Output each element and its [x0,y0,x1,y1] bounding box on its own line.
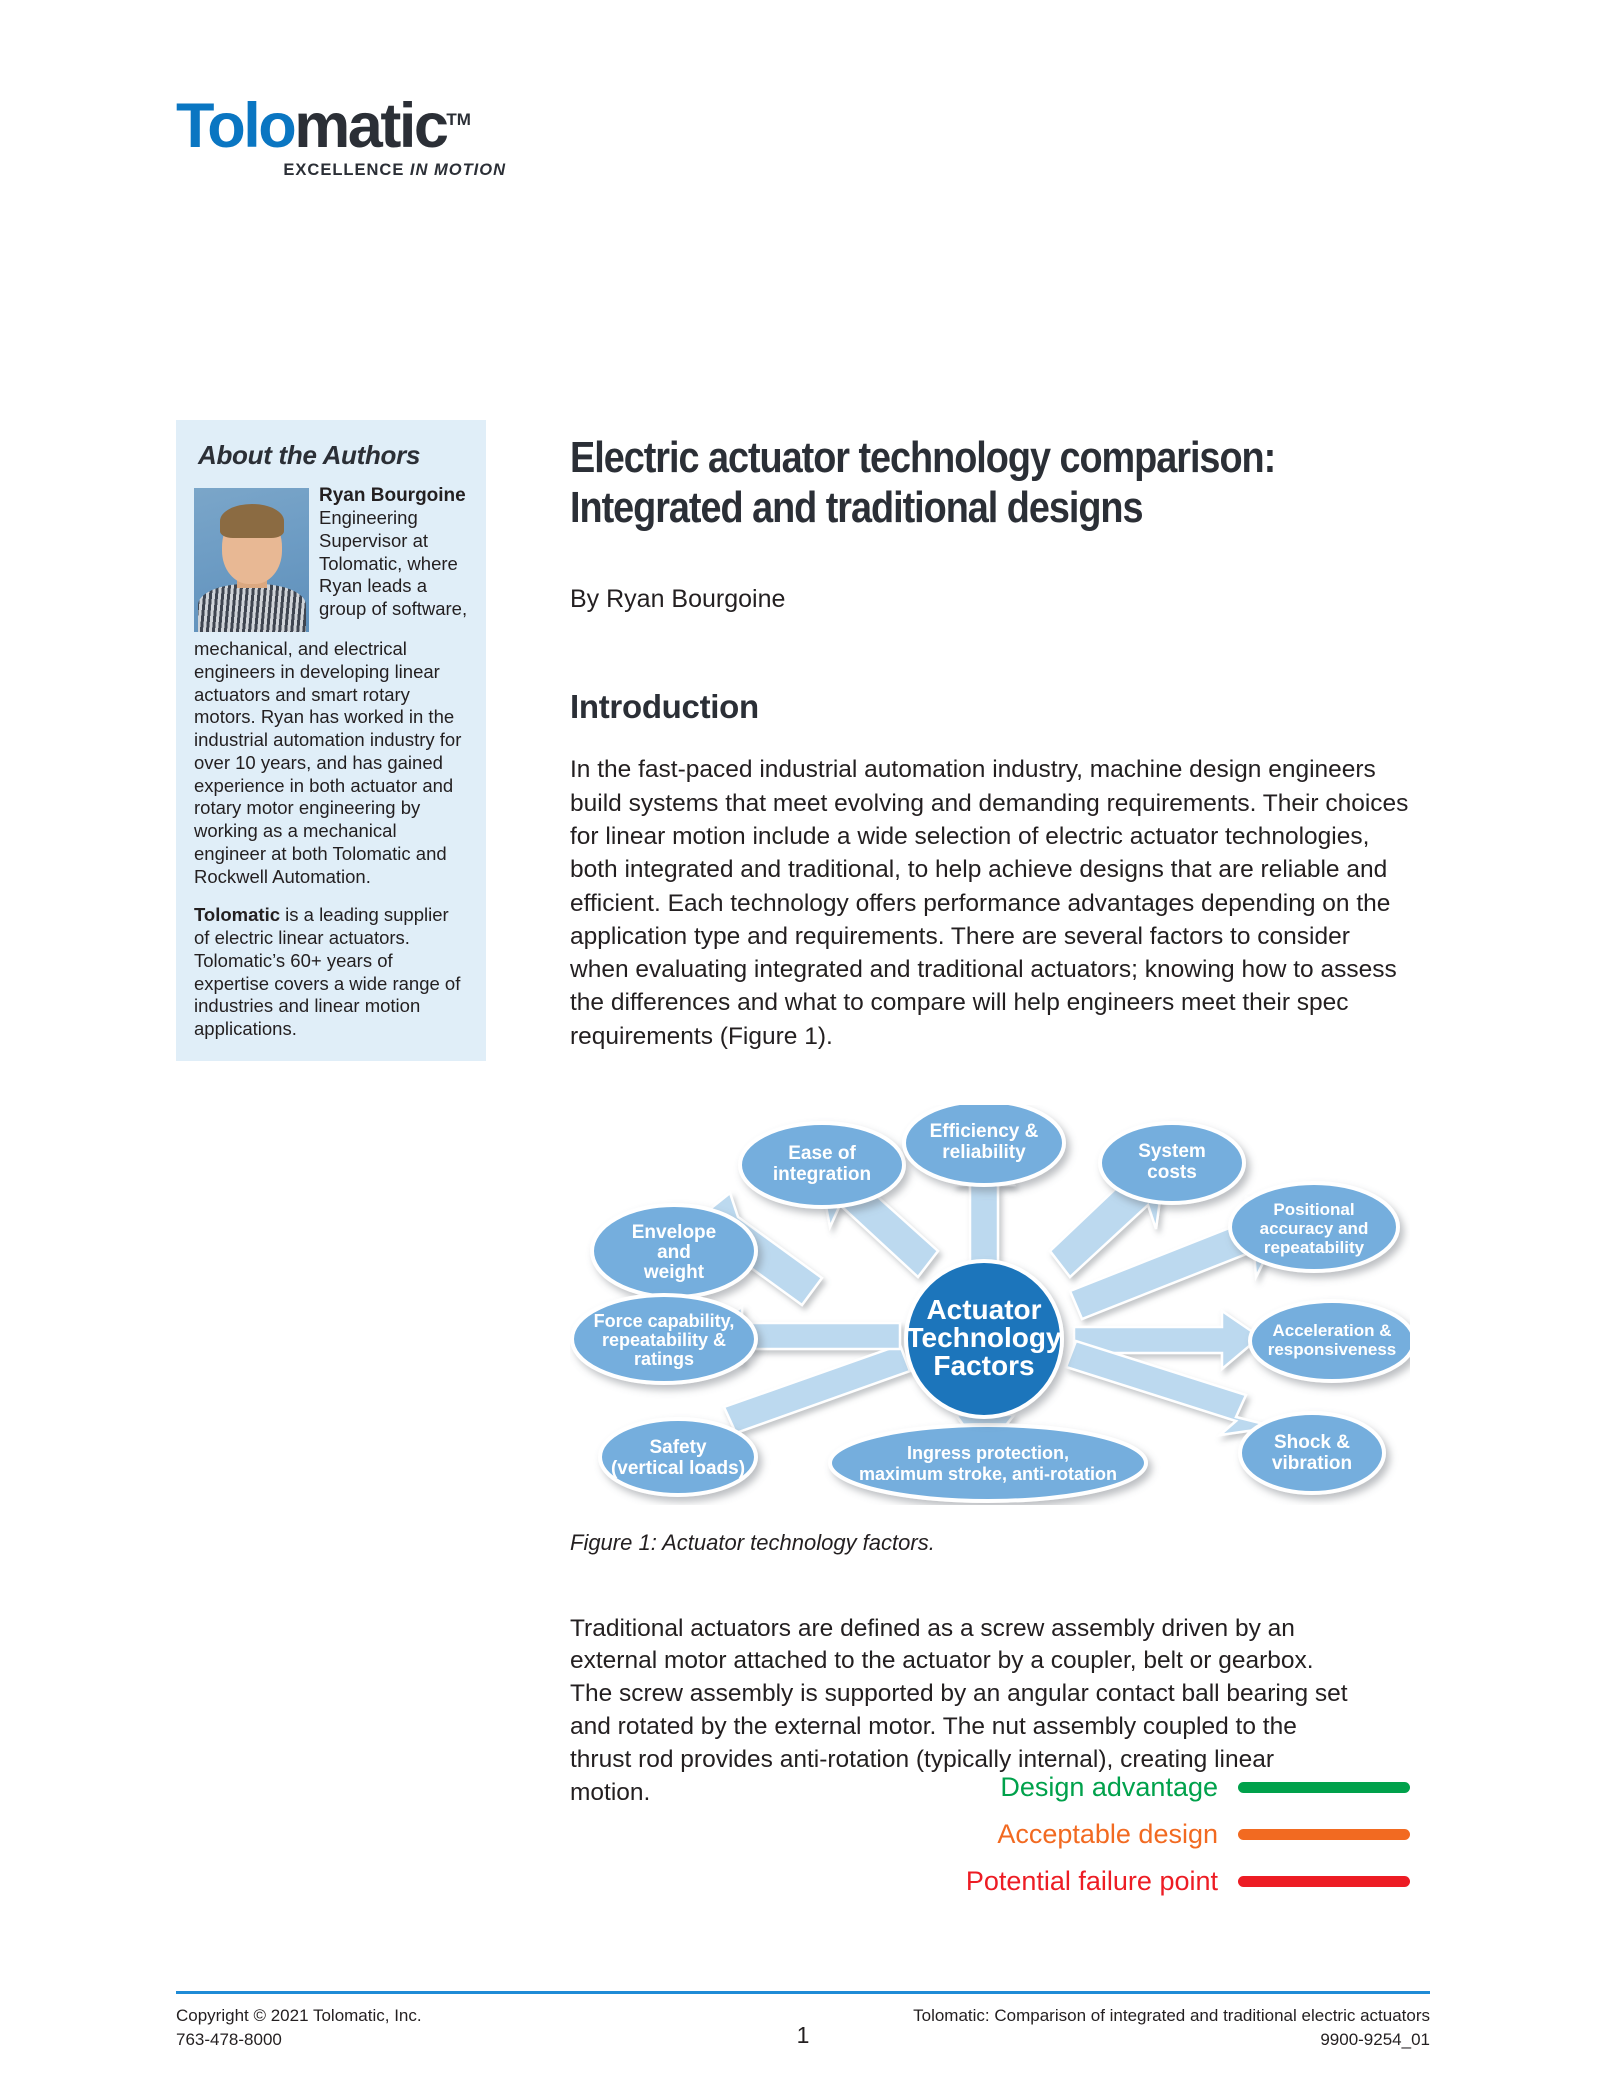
sidebar-title: About the Authors [198,440,421,470]
byline: By Ryan Bourgoine [570,584,786,613]
title-line-2: Integrated and traditional designs [570,483,1143,533]
node-label: Shock & [1273,1432,1351,1453]
company-description: is a leading supplier of electric linear actuators. Tolomatic’s 60+ years of expertise covers a wide range of industries and linear motion applications. [194,904,461,1039]
logo-word-blue: Tolo [176,91,295,161]
node-acceleration-and-responsiveness [1250,1301,1410,1381]
node-label: vibration [1271,1453,1353,1474]
logo-tagline [176,161,506,180]
node-system-costs [1100,1123,1244,1203]
arrow-to-shock-vibration [1066,1341,1276,1435]
node-label: System [1138,1141,1206,1162]
title-line-1: Electric actuator technology comparison: [570,433,1276,483]
company-blurb [194,904,468,1041]
about-the-authors-panel [176,420,486,1061]
node-label: Force capability, [593,1311,735,1331]
footer-divider [176,1991,1430,1994]
logo-tagline-plain: EXCELLENCE [283,161,410,179]
footer-doc-number: 9900-9254_01 [1320,2030,1430,2050]
node-efficiency-and-reliability [904,1105,1064,1185]
node-positional-accuracy-and-repeatability [1230,1183,1398,1271]
node-label: reliability [942,1142,1026,1163]
introduction-heading: Introduction [570,687,759,725]
node-label: repeatability & [601,1330,727,1350]
introduction-body: In the fast-paced industrial automation industry, machine design engineers build systems that meet evolving and demanding requirements. Their choices for linear motion include a wide selection of electric actuator technologies, both integrated and traditional, to help achieve designs that are reliable and efficient. Each technology offers performance advantages depending on the application type and requirements. There are several factors to consider when evaluating integrated and traditional actuators; knowing how to assess the differences and what to compare will help engineers meet their spec requirements (Figure 1). [570,756,1409,1050]
legend-label: Potential failure point [965,1866,1218,1896]
legend-swatch [1238,1782,1410,1793]
hub-label-line-1: Actuator [926,1294,1042,1325]
node-label: integration [772,1164,872,1185]
node-label: Acceleration & [1272,1321,1392,1340]
node-label: Safety [649,1437,707,1458]
actuator-factors-diagram [570,1105,1410,1505]
node-label: repeatability [1263,1238,1365,1257]
legend-swatch [1238,1876,1410,1887]
node-ingress-protection [830,1425,1146,1501]
company-name: Tolomatic [194,904,280,926]
author-avatar [194,488,309,632]
trademark-symbol: TM [446,110,471,129]
legend-item-acceptable-design [980,1819,1410,1850]
body-paragraph-traditional-actuators: Traditional actuators are defined as a screw assembly driven by an external motor attached to the actuator by a coupler, belt or gearbox. The screw assembly is supported by an angular contact ball bearing set and rotated by the external motor. The nut assembly coupled to the thrust rod provides anti-rotation (typically internal), creating linear motion. [570,1614,1348,1807]
node-label: and [657,1242,691,1263]
node-envelope-and-weight [592,1205,756,1297]
page-title [570,433,1408,532]
node-label: ratings [633,1349,695,1369]
author-bio-rest: mechanical, and electrical engineers in developing linear actuators and smart rotary motors. Ryan has worked in the industrial automation industry for over 10 years, and has gained experience in both actuator and rotary motor engineering by working as a mechanical engineer at both Tolomatic and Rockwell Automation. [194,638,462,887]
node-label: Efficiency & [929,1121,1039,1142]
phone-number: 763-478-8000 [176,2030,282,2050]
legend-swatch [1238,1829,1410,1840]
diagram-nodes [572,1105,1410,1501]
logo-wordmark [176,91,506,161]
node-label: accuracy and [1259,1219,1369,1238]
node-label: Ingress protection, [906,1443,1070,1463]
figure-caption: Figure 1: Actuator technology factors. [570,1530,935,1555]
footer-doc-title: Tolomatic: Comparison of integrated and traditional electric actuators [913,2006,1430,2025]
node-label: Envelope [631,1222,717,1243]
diagram-hub [906,1261,1062,1417]
node-label: costs [1147,1162,1197,1183]
node-label: responsiveness [1267,1340,1397,1359]
node-label: weight [643,1262,705,1283]
node-shock-and-vibration [1240,1413,1384,1493]
legend-label: Acceptable design [997,1819,1218,1849]
hub-label-line-2: Technology [906,1322,1062,1353]
author-bio-top: Engineering Supervisor at Tolomatic, where Ryan leads a group of software, [319,507,468,620]
legend [965,1772,1410,1913]
avatar-shirt [198,584,306,632]
node-label: Ease of [788,1143,856,1164]
node-force-capability [572,1295,756,1383]
tolomatic-logo [176,91,506,180]
hub-label-line-3: Factors [933,1350,1035,1381]
node-ease-of-integration [740,1123,904,1207]
main-content [570,404,1410,1078]
node-label: maximum stroke, anti-rotation [858,1464,1118,1484]
legend-item-design-advantage [980,1772,1410,1803]
legend-item-potential-failure-point [965,1866,1410,1897]
node-label: Positional [1273,1200,1355,1219]
logo-tagline-italic: IN MOTION [409,161,506,179]
legend-label: Design advantage [1000,1772,1218,1802]
copyright-text: Copyright © 2021 Tolomatic, Inc. [176,2006,422,2025]
page-number: 1 [796,2022,810,2048]
logo-word-dark: matic [294,91,447,161]
avatar-hair [220,504,284,538]
node-label: (vertical loads) [610,1458,746,1479]
figure-actuator-technology-factors [570,1105,1410,1505]
node-safety-vertical-loads [600,1419,756,1495]
author-name: Ryan Bourgoine [319,485,466,506]
